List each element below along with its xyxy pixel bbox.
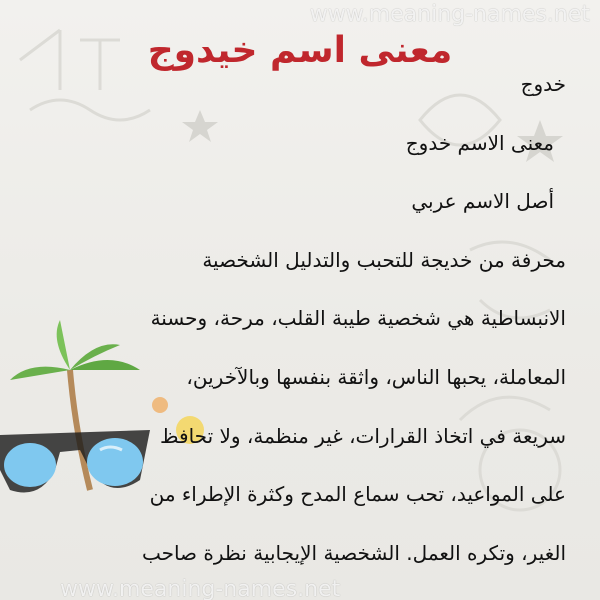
description-line: الغير، وتكره العمل. الشخصية الإيجابية نظرة صاحب: [141, 540, 566, 565]
description-line: على المواعيد، تحب سماع المدح وكثرة الإطراء من: [149, 482, 566, 507]
description-line: محرفة من خديجة للتحبب والتدليل الشخصية: [202, 247, 566, 272]
name-description: [34, 62, 566, 589]
description-line: الانبساطية هي شخصية طيبة القلب، مرحة، وحسنة: [150, 306, 566, 331]
meaning-heading: معنى الاسم خدوج: [405, 130, 554, 155]
name-line: خدوج: [520, 72, 566, 96]
page-title: معنى اسم خيدوج: [147, 30, 453, 72]
origin-line: أصل الاسم عربي: [411, 189, 554, 214]
watermark-top: www.meaning-names.net: [309, 2, 590, 27]
description-line: سريعة في اتخاذ القرارات، غير منظمة، ولا تحافظ: [160, 423, 566, 448]
watermark-bottom: www.meaning-names.net: [60, 577, 341, 600]
description-line: المعاملة، يحبها الناس، واثقة بنفسها وبالآخرين،: [186, 364, 566, 389]
